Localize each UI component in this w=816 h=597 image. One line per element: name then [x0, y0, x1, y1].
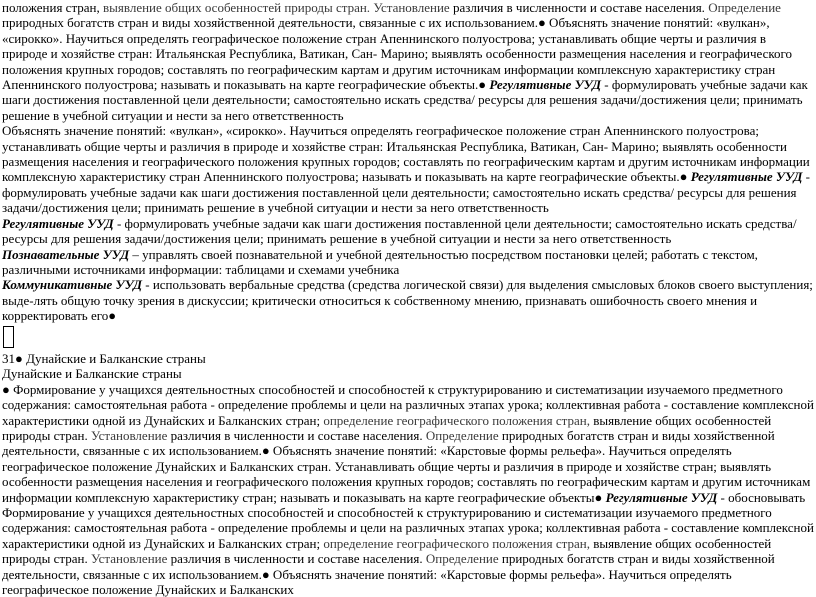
text-run: природных богатств стран и виды хозяйственной деятельности, связанные с их использованием. [2, 551, 775, 582]
bullet-icon: ● [2, 381, 14, 397]
text-run: Формирование у учащихся деятельностных способностей и способностей к структурированию и систематизации изучаемого предметного содержания: самостоятельная работа - определение проблемы и цели на различных этапах урока; коллективная работа - составление комплексной характеристики одной из Дунайских и Балканских стран; [2, 505, 814, 551]
lesson-subtitle [2, 366, 814, 381]
text-run: Формирование у учащихся деятельностных способностей и способностей к структурированию и систематизации изучаемого предметного содержания: самостоятельная работа - определение проблемы и цели на различных этапах урока; коллективная работа - составление комплексной характеристики одной из Дунайских и Балканских стран; [2, 381, 814, 428]
regulatory-uud-label: Регулятивные УУД [690, 169, 803, 185]
text-run: природных богатств стран и виды хозяйственной деятельности, связанные с их использованием. [2, 427, 775, 459]
text-run: выявление общих особенностей природы стран. [103, 0, 374, 15]
paragraph-danube-goals-repeat [2, 505, 814, 597]
text-run: Объяснять значение понятий: «вулкан», «сирокко». Научиться определять географическое положение стран Апеннинского полуострова; устанавливать общие черты и различия в природе и хозяйстве стран: Итальянская Республика, Ватикан, Сан- Марино; выявлять особенности размещения населения и географического положения крупных городов; составлять по географическим картам и другим источникам информации комплексную характеристику стран Апеннинского полуострова; называть и показывать на карте географические объекты. [2, 123, 810, 185]
text-run: Установление [373, 0, 450, 15]
regulatory-uud-label: Регулятивные УУД [2, 215, 114, 231]
lesson-heading [2, 351, 814, 366]
text-run: различия в численности и составе населения. [167, 427, 426, 443]
bullet-icon: ● [594, 489, 606, 505]
lesson-title: Дунайские и Балканские страны [26, 350, 206, 366]
text-run: Определение [425, 551, 499, 567]
text-run: - обосновывать [717, 489, 806, 505]
paragraph-apennine-concepts [2, 123, 814, 215]
text-run: Определение [425, 427, 499, 443]
text-run: определение географического положения стран, [323, 412, 594, 428]
bullet-icon: ● [679, 169, 691, 185]
bullet-icon: ● [15, 350, 27, 366]
paragraph-regulatory-uud [2, 216, 814, 247]
text-run: - использовать вербальные средства (средства логической связи) для выделения смысловых блоков своего выступления; выде-лять общую точку зрения в дискуссии; критически относиться к собственному мнению, признавать ошибочность своего мнения и корректировать его [2, 277, 813, 324]
text-run: - формулировать учебные задачи как шаги достижения поставленной цели деятельности; самостоятельно искать средства/ ресурсы для решения задачи/достижения цели; принимать решение в учебной ситуации и нести за него ответственность [2, 169, 810, 216]
text-run: различия в численности и составе населения. [449, 0, 709, 15]
cognitive-uud-label: Познавательные УУД [2, 246, 130, 262]
paragraph-cognitive-uud [2, 247, 814, 278]
text-run: - формулировать учебные задачи как шаги достижения поставленной цели деятельности; самостоятельно искать средства/ ресурсы для решения задачи/достижения цели; принимать решение в учебной ситуации и нести за него ответственность [2, 77, 808, 123]
text-run: ● Объяснять значение понятий: «Карстовые формы рельефа». Научиться определять географическое положение Дунайских и Балканских [2, 566, 732, 597]
text-run: - формулировать учебные задачи как шаги достижения поставленной цели деятельности; самостоятельно искать средства/ ресурсы для решения задачи/достижения цели; принимать решение в учебной ситуации и нести за него ответственность [2, 215, 797, 247]
paragraph-communicative-uud [2, 277, 814, 323]
text-run: природных богатств стран и виды хозяйственной деятельности, связанные с их использованием. [2, 15, 538, 31]
communicative-uud-label: Коммуникативные УУД [2, 277, 142, 293]
text-run: ● Объяснять значение понятий: «вулкан», «сирокко». Научиться определять географическое положение стран Апеннинского полуострова; устанавливать общие черты и различия в природе и хозяйстве стран: Итальянская Республика, Ватикан, Сан- Марино; выявлять особенности размещения населения и географического положения крупных городов; составлять по географическим картам и другим источникам информации комплексную характеристику стран Апеннинского полуострова; называть и показывать на карте географические объекты. [2, 15, 793, 93]
bullet-icon: ● [108, 308, 117, 324]
text-run: выявление общих особенностей природы стран. [2, 535, 772, 567]
text-run: различия в численности и составе населения. [167, 551, 426, 567]
text-run: Установление [90, 427, 168, 443]
text-run: Установление [90, 551, 168, 567]
regulatory-uud-label: Регулятивные УУД [605, 489, 718, 505]
text-run: ● Объяснять значение понятий: «Карстовые формы рельефа». Научиться определять географическое положение Дунайских и Балканских стран. Устанавливать общие черты и различия в природе и хозяйстве стран; выявлять особенности размещения населения и географического положения крупных городов; составлять по географическим картам и другим источникам информации комплексную характеристику стран; называть и показывать на карте географические объекты [2, 443, 811, 505]
paragraph-danube-goals [2, 382, 814, 505]
text-run: – управлять своей познавательной и учебной деятельностью посредством постановки целей; работать с текстом, различными источниками информации: таблицами и схемами учебника [2, 246, 758, 277]
text-run: определение географического положения стран, [323, 535, 594, 551]
text-run: выявление общих особенностей природы стран. [2, 412, 772, 443]
paragraph-apennine-goals [2, 0, 814, 123]
text-run: положения стран, [2, 0, 104, 15]
regulatory-uud-label: Регулятивные УУД [489, 77, 602, 93]
bullet-icon: ● [478, 77, 490, 93]
text-run: Определение [708, 0, 781, 15]
empty-cell-marker [3, 326, 14, 348]
lesson-number: 31 [2, 350, 15, 366]
lesson-topic: Дунайские и Балканские страны [2, 366, 182, 382]
